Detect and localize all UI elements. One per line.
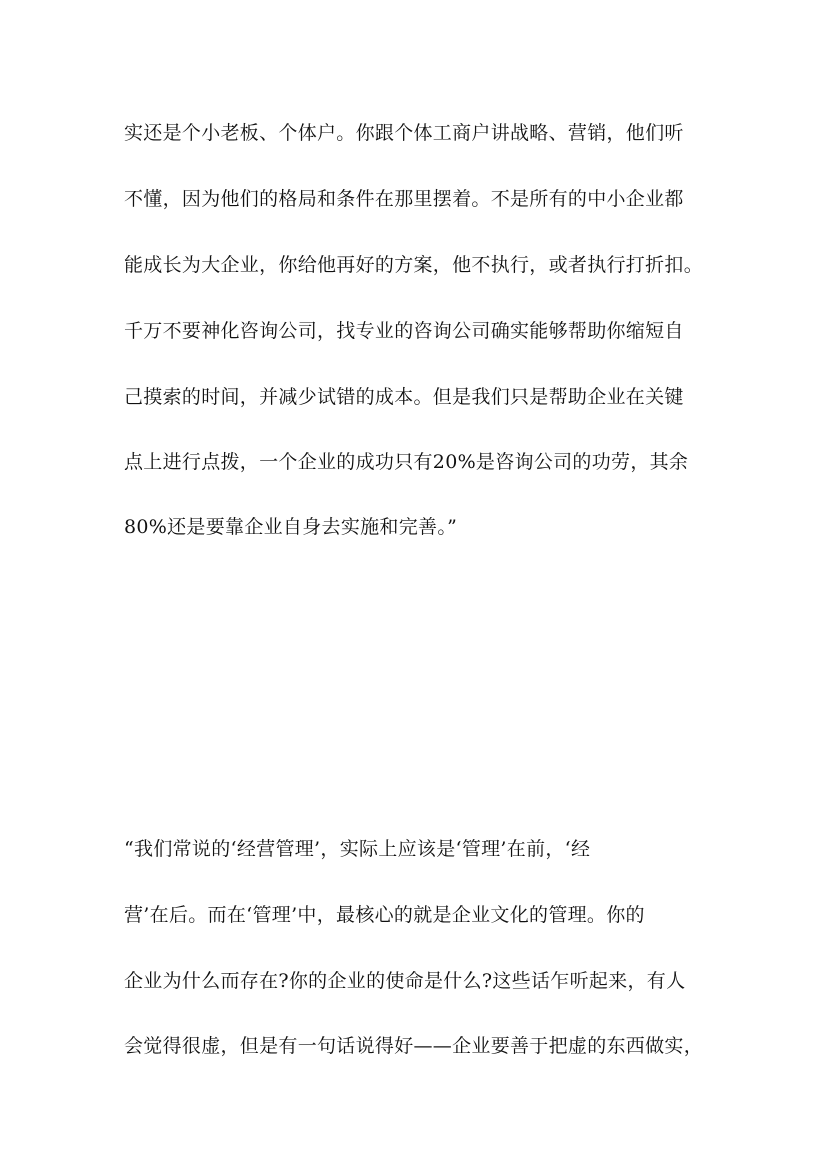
- text-line: 千万不要神化咨询公司，找专业的咨询公司确实能够帮助你缩短自: [124, 320, 684, 342]
- text-line: 营’在后。而在‘管理’中，最核心的就是企业文化的管理。你的: [124, 904, 645, 926]
- text-line: “我们常说的‘经营管理’，实际上应该是‘管理’在前，‘经: [124, 838, 591, 860]
- text-line: 实还是个小老板、个体户。你跟个体工商户讲战略、营销，他们听: [124, 122, 684, 144]
- text-line: 企业为什么而存在?你的企业的使命是什么?这些话乍听起来，有人: [124, 970, 686, 992]
- text-line: 80%还是要靠企业自身去实施和完善。”: [124, 516, 458, 538]
- text-line: 会觉得很虚，但是有一句话说得好——企业要善于把虚的东西做实，: [124, 1035, 704, 1057]
- text-line: 能成长为大企业，你给他再好的方案，他不执行，或者执行打折扣。: [124, 254, 704, 276]
- text-line: 点上进行点拨，一个企业的成功只有20%是咨询公司的功劳，其余: [124, 451, 689, 473]
- text-line: 己摸索的时间，并减少试错的成本。但是我们只是帮助企业在关键: [124, 386, 684, 408]
- text-line: 不懂，因为他们的格局和条件在那里摆着。不是所有的中小企业都: [124, 188, 684, 210]
